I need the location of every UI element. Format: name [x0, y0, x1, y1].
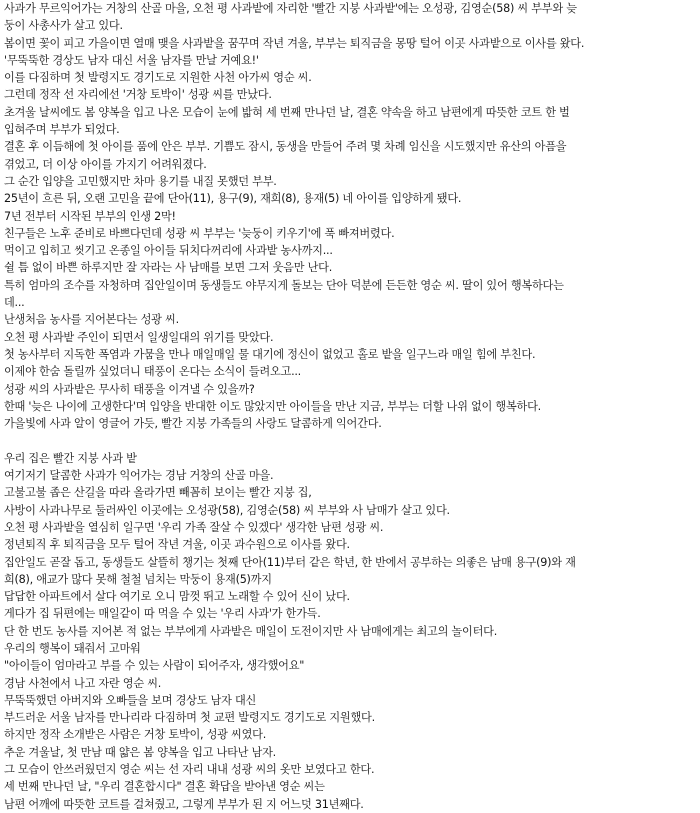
text-line: 집안일도 곧잘 돕고, 동생들도 살뜰히 챙기는 첫째 단아(11)부터 같은 학년, 한 반에서 공부하는 의좋은 남매 용구(9)와 재 — [4, 555, 576, 569]
text-line: 사방이 사과나무로 둘러싸인 이곳에는 오성광(58), 김영순(58) 씨 부부와 사 남매가 살고 있다. — [4, 503, 450, 517]
text-line: 결혼 후 이듬해에 첫 아이를 품에 안은 부부. 기쁨도 잠시, 동생을 만들어 주려 몇 차례 임신을 시도했지만 유산의 아픔을 — [4, 140, 567, 154]
text-line: '무뚝뚝한 경상도 남자 대신 서울 남자를 만날 거예요!' — [4, 53, 259, 67]
text-line: "아이들이 엄마라고 부를 수 있는 사람이 되어주자, 생각했어요" — [4, 659, 305, 673]
text-line: 첫 농사부터 지독한 폭염과 가뭄을 만나 매일매일 물 대기에 정신이 없었고 홀로 밭을 일구느라 매일 힘에 부친다. — [4, 347, 536, 361]
text-line: 경남 사천에서 나고 자란 영순 씨. — [4, 676, 162, 690]
text-line: 쉴 틈 없이 바쁜 하루지만 잘 자라는 사 남매를 보면 그저 웃음만 난다. — [4, 261, 333, 275]
text-line: 우리 집은 빨간 지붕 사과 밭 — [4, 451, 137, 465]
text-line: 초겨울 날씨에도 봄 양복을 입고 나온 모습이 눈에 밟혀 세 번째 만나던 날, 결혼 약속을 하고 남편에게 따뜻한 코트 한 벌 — [4, 105, 570, 119]
text-line: 데... — [4, 296, 25, 310]
text-line: 희(8), 애교가 많다 못해 철철 넘치는 막둥이 용재(5)까지 — [4, 572, 272, 586]
text-line: 정년퇴직 후 퇴직금을 모두 털어 작년 겨울, 이곳 과수원으로 이사를 왔다. — [4, 538, 350, 552]
text-line: 남편 어깨에 따뜻한 코트를 걸쳐줬고, 그렇게 부부가 된 지 어느덧 31년째다. — [4, 797, 364, 811]
text-line: 그 모습이 안쓰러웠던지 영순 씨는 선 자리 내내 성광 씨의 옷만 보였다고 한다. — [4, 763, 375, 777]
text-line: 오천 평 사과밭을 열심히 일구면 '우리 가족 잘살 수 있겠다' 생각한 남편 성광 씨. — [4, 520, 384, 534]
text-line: 7년 전부터 시작된 부부의 인생 2막! — [4, 209, 176, 223]
text-line: 25년이 흐른 뒤, 오랜 고민을 끝에 단아(11), 용구(9), 재희(8), 용재(5) 네 아이를 입양하게 됐다. — [4, 192, 462, 206]
text-line: 가을빛에 사과 알이 영글어 가듯, 빨간 지붕 가족들의 사랑도 달콤하게 익어간다. — [4, 417, 382, 431]
text-line: 둥이 사총사가 살고 있다. — [4, 19, 123, 33]
text-line: 여기저기 달콤한 사과가 익어가는 경남 거창의 산골 마을. — [4, 469, 274, 483]
text-line: 한때 '늦은 나이에 고생한다'며 입양을 반대한 이도 많았지만 아이들을 만난 지금, 부부는 더할 나위 없이 행복하다. — [4, 399, 541, 413]
text-line: 추운 겨울날, 첫 만남 때 얇은 봄 양복을 입고 나타난 남자. — [4, 745, 276, 759]
text-line: 부드러운 서울 남자를 만나리라 다짐하며 첫 교편 발령지도 경기도로 지원했다. — [4, 711, 375, 725]
text-line: 봄이면 꽃이 피고 가을이면 열매 맺을 사과밭을 꿈꾸며 작년 겨울, 부부는 퇴직금을 몽땅 털어 이곳 사과밭으로 이사를 왔다. — [4, 36, 585, 50]
text-line: 하지만 정작 소개받은 사람은 거창 토박이, 성광 씨였다. — [4, 728, 267, 742]
text-line: 성광 씨의 사과밭은 무사히 태풍을 이겨낼 수 있을까? — [4, 382, 255, 396]
text-line: 친구들은 노후 준비로 바쁘다던데 성광 씨 부부는 '늦둥이 키우기'에 푹 빠져버렸다. — [4, 226, 395, 240]
text-line: 입혀주며 부부가 되었다. — [4, 123, 120, 137]
text-line: 우리의 행복이 돼줘서 고마워 — [4, 641, 141, 655]
document-body — [4, 0, 696, 813]
text-line: 그 순간 입양을 고민했지만 차마 용기를 내질 못했던 부부. — [4, 174, 277, 188]
text-line: 이를 다짐하며 첫 발령지도 경기도로 지원한 사천 아가씨 영순 씨. — [4, 71, 312, 85]
text-line: 단 한 번도 농사를 지어본 적 없는 부부에게 사과밭은 매일이 도전이지만 사 남매에게는 최고의 놀이터다. — [4, 624, 497, 638]
text-line: 답답한 아파트에서 살다 여기로 오니 맘껏 뛰고 노래할 수 있어 신이 났다. — [4, 590, 350, 604]
text-line: 이제야 한숨 돌릴까 싶었더니 태풍이 온다는 소식이 들려오고... — [4, 365, 301, 379]
paragraph-break — [4, 432, 696, 449]
text-line: 사과가 무르익어가는 거창의 산골 마을, 오천 평 사과밭에 자리한 '빨간 지붕 사과밭'에는 오성광, 김영순(58) 씨 부부와 늦 — [4, 2, 577, 15]
text-line: 무뚝뚝했던 아버지와 오빠들을 보며 경상도 남자 대신 — [4, 693, 257, 707]
text-line: 고불고불 좁은 산길을 따라 올라가면 빼꼼히 보이는 빨간 지붕 집, — [4, 486, 312, 500]
text-line: 난생처음 농사를 지어본다는 성광 씨. — [4, 313, 179, 327]
text-line: 먹이고 입히고 씻기고 온종일 아이들 뒤치다꺼리에 사과밭 농사까지... — [4, 244, 333, 258]
text-line: 세 번째 만나던 날, "우리 결혼합시다" 결혼 확답을 받아낸 영순 씨는 — [4, 780, 325, 794]
text-line: 그런데 정작 선 자리에선 '거창 토박이' 성광 씨를 만났다. — [4, 88, 272, 102]
text-line: 특히 엄마의 조수를 자청하며 집안일이며 동생들도 야무지게 돌보는 단아 덕분에 든든한 영순 씨. 딸이 있어 행복하다는 — [4, 278, 564, 292]
text-line: 겪었고, 더 이상 아이를 가지기 어려워졌다. — [4, 157, 207, 171]
text-line: 오천 평 사과밭 주인이 되면서 일생일대의 위기를 맞았다. — [4, 330, 274, 344]
text-line: 게다가 집 뒤편에는 매일같이 따 먹을 수 있는 '우리 사과'가 한가득. — [4, 607, 321, 621]
